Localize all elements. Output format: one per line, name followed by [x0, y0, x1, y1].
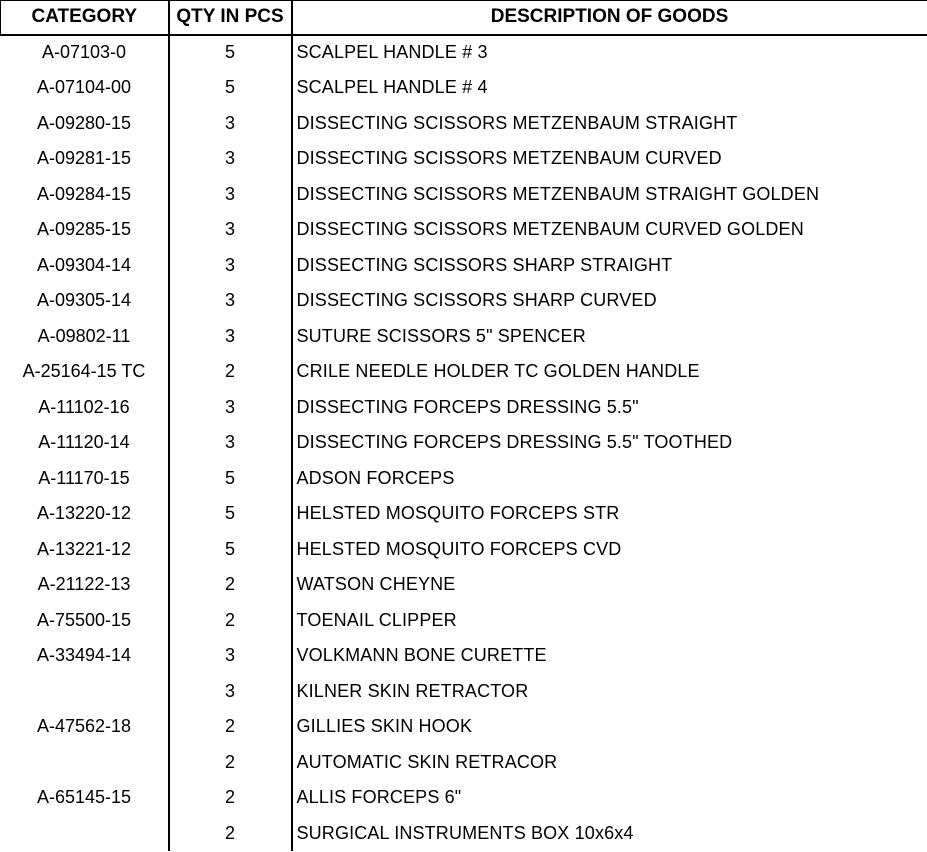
description-cell: GILLIES SKIN HOOK: [292, 709, 927, 745]
description-cell: SCALPEL HANDLE # 4: [292, 70, 927, 106]
qty-cell: 3: [169, 674, 292, 710]
table-row: [1, 106, 927, 142]
qty-cell: 3: [169, 212, 292, 248]
description-cell: HELSTED MOSQUITO FORCEPS CVD: [292, 532, 927, 568]
description-cell: KILNER SKIN RETRACTOR: [292, 674, 927, 710]
description-cell: ADSON FORCEPS: [292, 461, 927, 497]
description-cell: SUTURE SCISSORS 5" SPENCER: [292, 319, 927, 355]
table-row: [1, 35, 927, 71]
category-cell: A-25164-15 TC: [1, 354, 169, 390]
table-row: [1, 674, 927, 710]
table-row: [1, 141, 927, 177]
qty-cell: 2: [169, 816, 292, 852]
table-row: [1, 567, 927, 603]
qty-cell: 5: [169, 70, 292, 106]
qty-cell: 2: [169, 354, 292, 390]
qty-cell: 5: [169, 461, 292, 497]
description-cell: SURGICAL INSTRUMENTS BOX 10x6x4: [292, 816, 927, 852]
category-cell: [1, 674, 169, 710]
table-row: [1, 177, 927, 213]
table-row: [1, 390, 927, 426]
table-row: [1, 319, 927, 355]
header-row: [1, 1, 927, 35]
table-row: [1, 603, 927, 639]
category-cell: A-09802-11: [1, 319, 169, 355]
category-cell: A-09280-15: [1, 106, 169, 142]
description-cell: HELSTED MOSQUITO FORCEPS STR: [292, 496, 927, 532]
qty-cell: 3: [169, 638, 292, 674]
qty-cell: 5: [169, 532, 292, 568]
category-cell: A-11120-14: [1, 425, 169, 461]
table-row: [1, 638, 927, 674]
description-cell: DISSECTING SCISSORS METZENBAUM CURVED GOLDEN: [292, 212, 927, 248]
qty-cell: 2: [169, 709, 292, 745]
qty-cell: 2: [169, 745, 292, 781]
category-cell: A-65145-15: [1, 780, 169, 816]
qty-cell: 2: [169, 780, 292, 816]
description-cell: VOLKMANN BONE CURETTE: [292, 638, 927, 674]
table-row: [1, 70, 927, 106]
description-cell: TOENAIL CLIPPER: [292, 603, 927, 639]
qty-cell: 3: [169, 141, 292, 177]
qty-cell: 3: [169, 283, 292, 319]
category-cell: A-09284-15: [1, 177, 169, 213]
description-header: DESCRIPTION OF GOODS: [292, 1, 927, 35]
category-cell: A-07103-0: [1, 35, 169, 71]
category-cell: A-11102-16: [1, 390, 169, 426]
description-cell: SCALPEL HANDLE # 3: [292, 35, 927, 71]
qty-cell: 3: [169, 248, 292, 284]
category-cell: A-13221-12: [1, 532, 169, 568]
category-cell: A-13220-12: [1, 496, 169, 532]
category-cell: A-07104-00: [1, 70, 169, 106]
category-cell: A-09285-15: [1, 212, 169, 248]
description-cell: ALLIS FORCEPS 6": [292, 780, 927, 816]
qty-cell: 5: [169, 35, 292, 71]
table-row: [1, 248, 927, 284]
table-row: [1, 461, 927, 497]
description-cell: DISSECTING SCISSORS METZENBAUM CURVED: [292, 141, 927, 177]
category-cell: A-09305-14: [1, 283, 169, 319]
category-cell: A-09304-14: [1, 248, 169, 284]
table-row: [1, 354, 927, 390]
description-cell: WATSON CHEYNE: [292, 567, 927, 603]
category-cell: A-75500-15: [1, 603, 169, 639]
table-row: [1, 745, 927, 781]
description-cell: DISSECTING SCISSORS SHARP CURVED: [292, 283, 927, 319]
qty-header: QTY IN PCS: [169, 1, 292, 35]
table-row: [1, 532, 927, 568]
description-cell: DISSECTING FORCEPS DRESSING 5.5": [292, 390, 927, 426]
description-cell: AUTOMATIC SKIN RETRACOR: [292, 745, 927, 781]
category-cell: A-11170-15: [1, 461, 169, 497]
category-cell: [1, 816, 169, 852]
category-cell: A-33494-14: [1, 638, 169, 674]
table-row: [1, 780, 927, 816]
qty-cell: 3: [169, 177, 292, 213]
description-cell: DISSECTING SCISSORS SHARP STRAIGHT: [292, 248, 927, 284]
description-cell: CRILE NEEDLE HOLDER TC GOLDEN HANDLE: [292, 354, 927, 390]
category-header: CATEGORY: [1, 1, 169, 35]
description-cell: DISSECTING FORCEPS DRESSING 5.5" TOOTHED: [292, 425, 927, 461]
table-row: [1, 212, 927, 248]
qty-cell: 2: [169, 567, 292, 603]
category-cell: [1, 745, 169, 781]
qty-cell: 5: [169, 496, 292, 532]
category-cell: A-09281-15: [1, 141, 169, 177]
qty-cell: 3: [169, 319, 292, 355]
goods-table-body: [1, 35, 927, 852]
table-row: [1, 816, 927, 852]
category-cell: A-47562-18: [1, 709, 169, 745]
qty-cell: 3: [169, 106, 292, 142]
category-cell: A-21122-13: [1, 567, 169, 603]
description-cell: DISSECTING SCISSORS METZENBAUM STRAIGHT: [292, 106, 927, 142]
description-cell: DISSECTING SCISSORS METZENBAUM STRAIGHT GOLDEN: [292, 177, 927, 213]
qty-cell: 3: [169, 425, 292, 461]
table-row: [1, 425, 927, 461]
table-row: [1, 709, 927, 745]
qty-cell: 2: [169, 603, 292, 639]
table-row: [1, 283, 927, 319]
qty-cell: 3: [169, 390, 292, 426]
table-row: [1, 496, 927, 532]
